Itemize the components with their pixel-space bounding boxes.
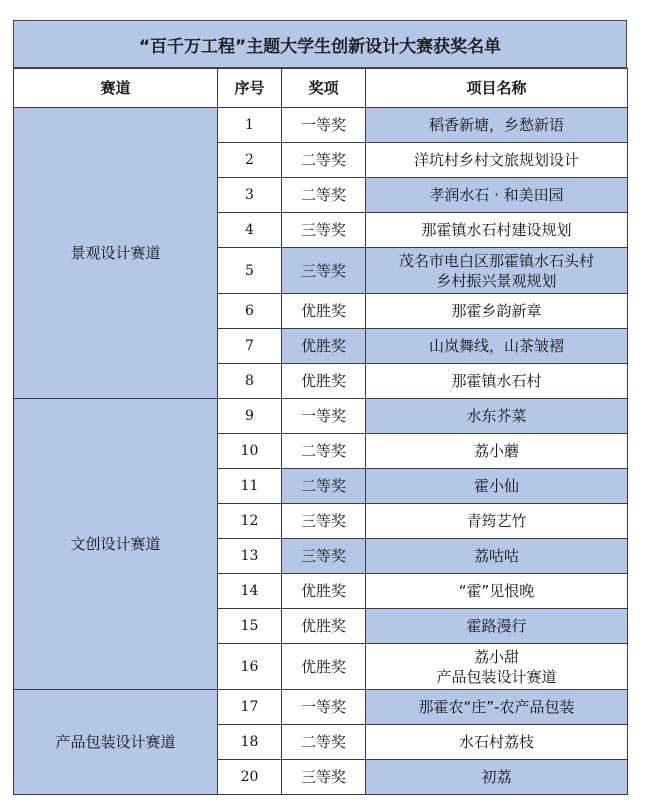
award-cell: 一等奖 [282,108,366,143]
number-cell: 7 [218,329,282,364]
header-track: 赛道 [14,69,218,108]
project-name-line: 青筠艺竹 [466,512,527,530]
number-cell: 8 [218,364,282,399]
award-list-document [13,20,627,798]
award-cell: 三等奖 [282,213,366,248]
project-name-cell [366,329,628,364]
award-cell: 三等奖 [282,760,366,795]
project-name-cell [366,294,628,329]
number-cell: 4 [218,213,282,248]
number-cell: 17 [218,690,282,725]
project-name-line: 那霍镇水石村建设规划 [421,221,572,239]
project-name-line-2: 产品包装设计赛道 [436,667,557,686]
award-cell: 优胜奖 [282,609,366,644]
project-name-line: 初荔 [481,768,512,786]
number-cell: 16 [218,644,282,690]
header-number: 序号 [218,69,282,108]
project-name-cell [366,644,628,690]
project-name-line: 稻香新塘，乡愁新语 [428,116,564,134]
project-name-cell [366,469,628,504]
number-cell: 14 [218,574,282,609]
award-cell: 一等奖 [282,399,366,434]
project-name-cell [366,178,628,213]
table-row [14,690,628,725]
project-name-line: 霍小仙 [473,477,519,495]
award-cell: 优胜奖 [282,574,366,609]
award-cell: 二等奖 [282,434,366,469]
award-cell: 优胜奖 [282,364,366,399]
project-name-line: “霍”见恨晚 [458,582,535,600]
project-name-cell [366,399,628,434]
number-cell: 11 [218,469,282,504]
number-cell: 10 [218,434,282,469]
project-name-line: 山岚舞线，山茶皱褶 [428,337,564,355]
table-header-row [14,69,628,108]
project-name-line: 那霍农“庄”-农产品包装 [418,698,575,716]
project-name-line: 茂名市电白区那霍镇水石头村 [398,251,594,270]
award-cell: 优胜奖 [282,644,366,690]
header-project-name: 项目名称 [366,69,628,108]
project-name-cell [366,574,628,609]
project-name-line: 霍路漫行 [466,617,527,635]
track-cell: 文创设计赛道 [14,399,218,690]
number-cell: 9 [218,399,282,434]
table-body [14,108,628,795]
document-title: “百千万工程”主题大学生创新设计大赛获奖名单 [13,20,627,68]
project-name-cell [366,213,628,248]
project-name-line: 那霍乡韵新章 [451,302,542,320]
number-cell: 2 [218,143,282,178]
project-name-cell [366,108,628,143]
table-row [14,108,628,143]
award-table [13,68,628,795]
project-name-cell [366,143,628,178]
award-cell: 二等奖 [282,469,366,504]
project-name-cell [366,760,628,795]
project-name-line: 洋坑村乡村文旅规划设计 [413,151,579,169]
project-name-line: 荔小蘑 [473,442,519,460]
project-name-cell [366,690,628,725]
award-cell: 优胜奖 [282,294,366,329]
project-name-cell [366,248,628,294]
number-cell: 12 [218,504,282,539]
number-cell: 6 [218,294,282,329]
project-name-line: 荔小甜 [473,647,519,666]
award-cell: 二等奖 [282,725,366,760]
project-name-line: 荔咕咕 [473,547,519,565]
award-cell: 二等奖 [282,143,366,178]
track-cell: 景观设计赛道 [14,108,218,399]
project-name-cell [366,725,628,760]
project-name-line: 孝润水石 · 和美田园 [429,186,564,204]
project-name-line: 那霍镇水石村 [451,372,542,390]
number-cell: 15 [218,609,282,644]
table-row [14,399,628,434]
number-cell: 18 [218,725,282,760]
project-name-line: 水东芥菜 [466,407,527,425]
header-award: 奖项 [282,69,366,108]
project-name-line-2: 乡村振兴景观规划 [436,271,557,290]
award-cell: 优胜奖 [282,329,366,364]
project-name-cell [366,539,628,574]
number-cell: 3 [218,178,282,213]
award-cell: 一等奖 [282,690,366,725]
number-cell: 1 [218,108,282,143]
project-name-line: 水石村荔枝 [458,733,534,751]
project-name-cell [366,504,628,539]
award-cell: 三等奖 [282,539,366,574]
number-cell: 13 [218,539,282,574]
award-cell: 二等奖 [282,178,366,213]
number-cell: 5 [218,248,282,294]
project-name-cell [366,364,628,399]
number-cell: 20 [218,760,282,795]
award-cell: 三等奖 [282,248,366,294]
track-cell: 产品包装设计赛道 [14,690,218,795]
award-cell: 三等奖 [282,504,366,539]
project-name-cell [366,434,628,469]
project-name-cell [366,609,628,644]
